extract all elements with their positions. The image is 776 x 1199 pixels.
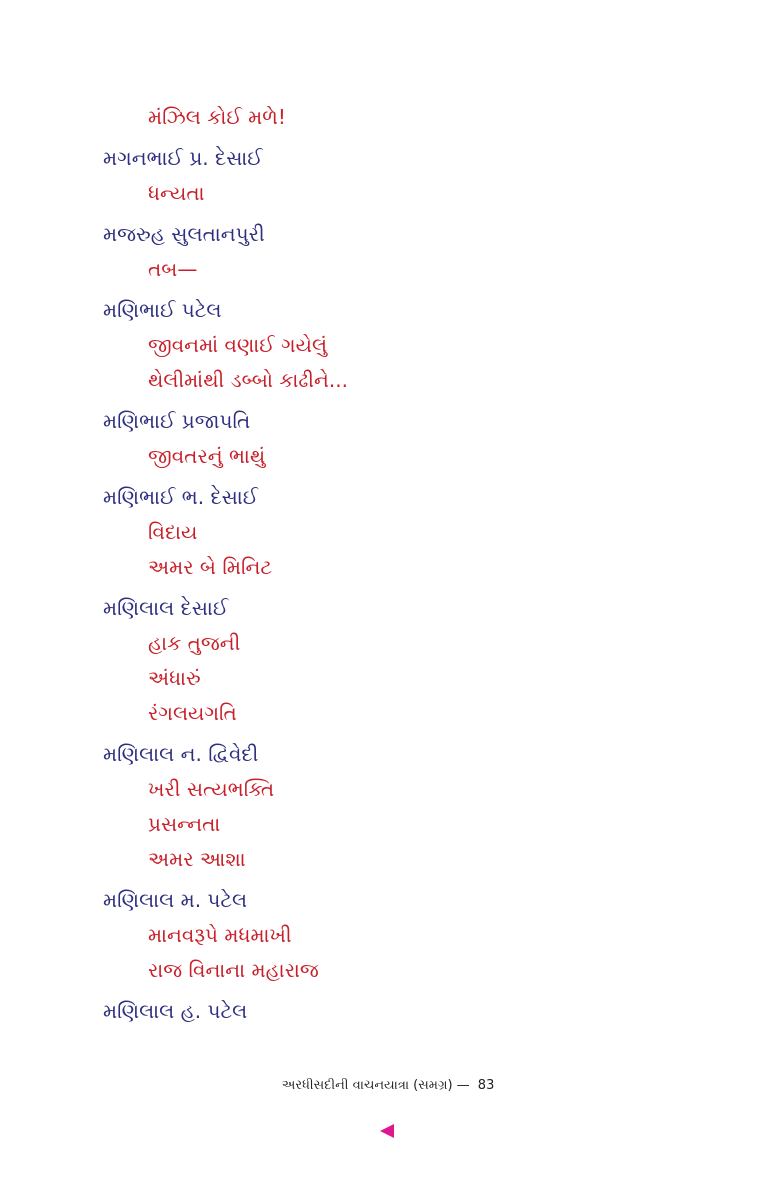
triangle-left-icon[interactable] [380, 1124, 394, 1138]
author-name: મણિભાઈ પટેલ [103, 298, 222, 322]
poem-title: વિદાય [148, 520, 198, 544]
author-entry [103, 217, 703, 287]
book-title: અરધીસદીની વાચનયાત્રા (સમગ્ર) — [281, 1078, 470, 1093]
poem-title: ખરી સત્યભક્તિ [148, 777, 275, 801]
poem-title: હાક તુજની [148, 631, 241, 655]
author-name: મજરુહ સુલતાનપુરી [103, 222, 265, 246]
author-entry [103, 737, 703, 877]
author-entry [103, 994, 703, 1029]
author-name: મણિલાલ દેસાઈ [103, 596, 229, 620]
page-footer [0, 1078, 776, 1093]
poem-title: રંગલયગતિ [148, 701, 237, 725]
poem-title: અમર બે મિનિટ [148, 555, 273, 579]
author-name: મણિલાલ મ. પટેલ [103, 888, 248, 912]
author-entry [103, 480, 703, 585]
author-entry [103, 591, 703, 731]
author-name: મણિભાઈ પ્રજાપતિ [103, 409, 251, 433]
page-number: 83 [477, 1078, 495, 1093]
poem-title: ધન્યતા [148, 181, 205, 205]
poem-title: મંઝિલ કોઈ મળે! [148, 105, 286, 129]
author-name: મણિભાઈ ભ. દેસાઈ [103, 485, 259, 509]
index-list [103, 100, 703, 1029]
author-entry [103, 404, 703, 474]
poem-title: થેલીમાંથી ડબ્બો કાઢીને... [148, 368, 348, 392]
poem-title: પ્રસન્નતા [148, 812, 221, 836]
poem-title: માનવરૂપે મધમાખી [148, 923, 292, 947]
poem-title: રાજ વિનાના મહારાજ [148, 958, 319, 982]
poem-title: જીવનમાં વણાઈ ગયેલું [148, 333, 328, 357]
author-name: મગનભાઈ પ્ર. દેસાઈ [103, 146, 263, 170]
author-name: મણિલાલ ન. દ્વિવેદી [103, 742, 259, 766]
poem-title: જીવતરનું ભાથું [148, 444, 266, 468]
poem-title: અમર આશા [148, 847, 246, 871]
author-entry [103, 141, 703, 211]
author-name: મણિલાલ હ. પટેલ [103, 999, 248, 1023]
poem-title: અંધારું [148, 666, 201, 690]
poem-title: તબ— [148, 257, 198, 281]
author-entry [103, 293, 703, 398]
author-entry [103, 883, 703, 988]
